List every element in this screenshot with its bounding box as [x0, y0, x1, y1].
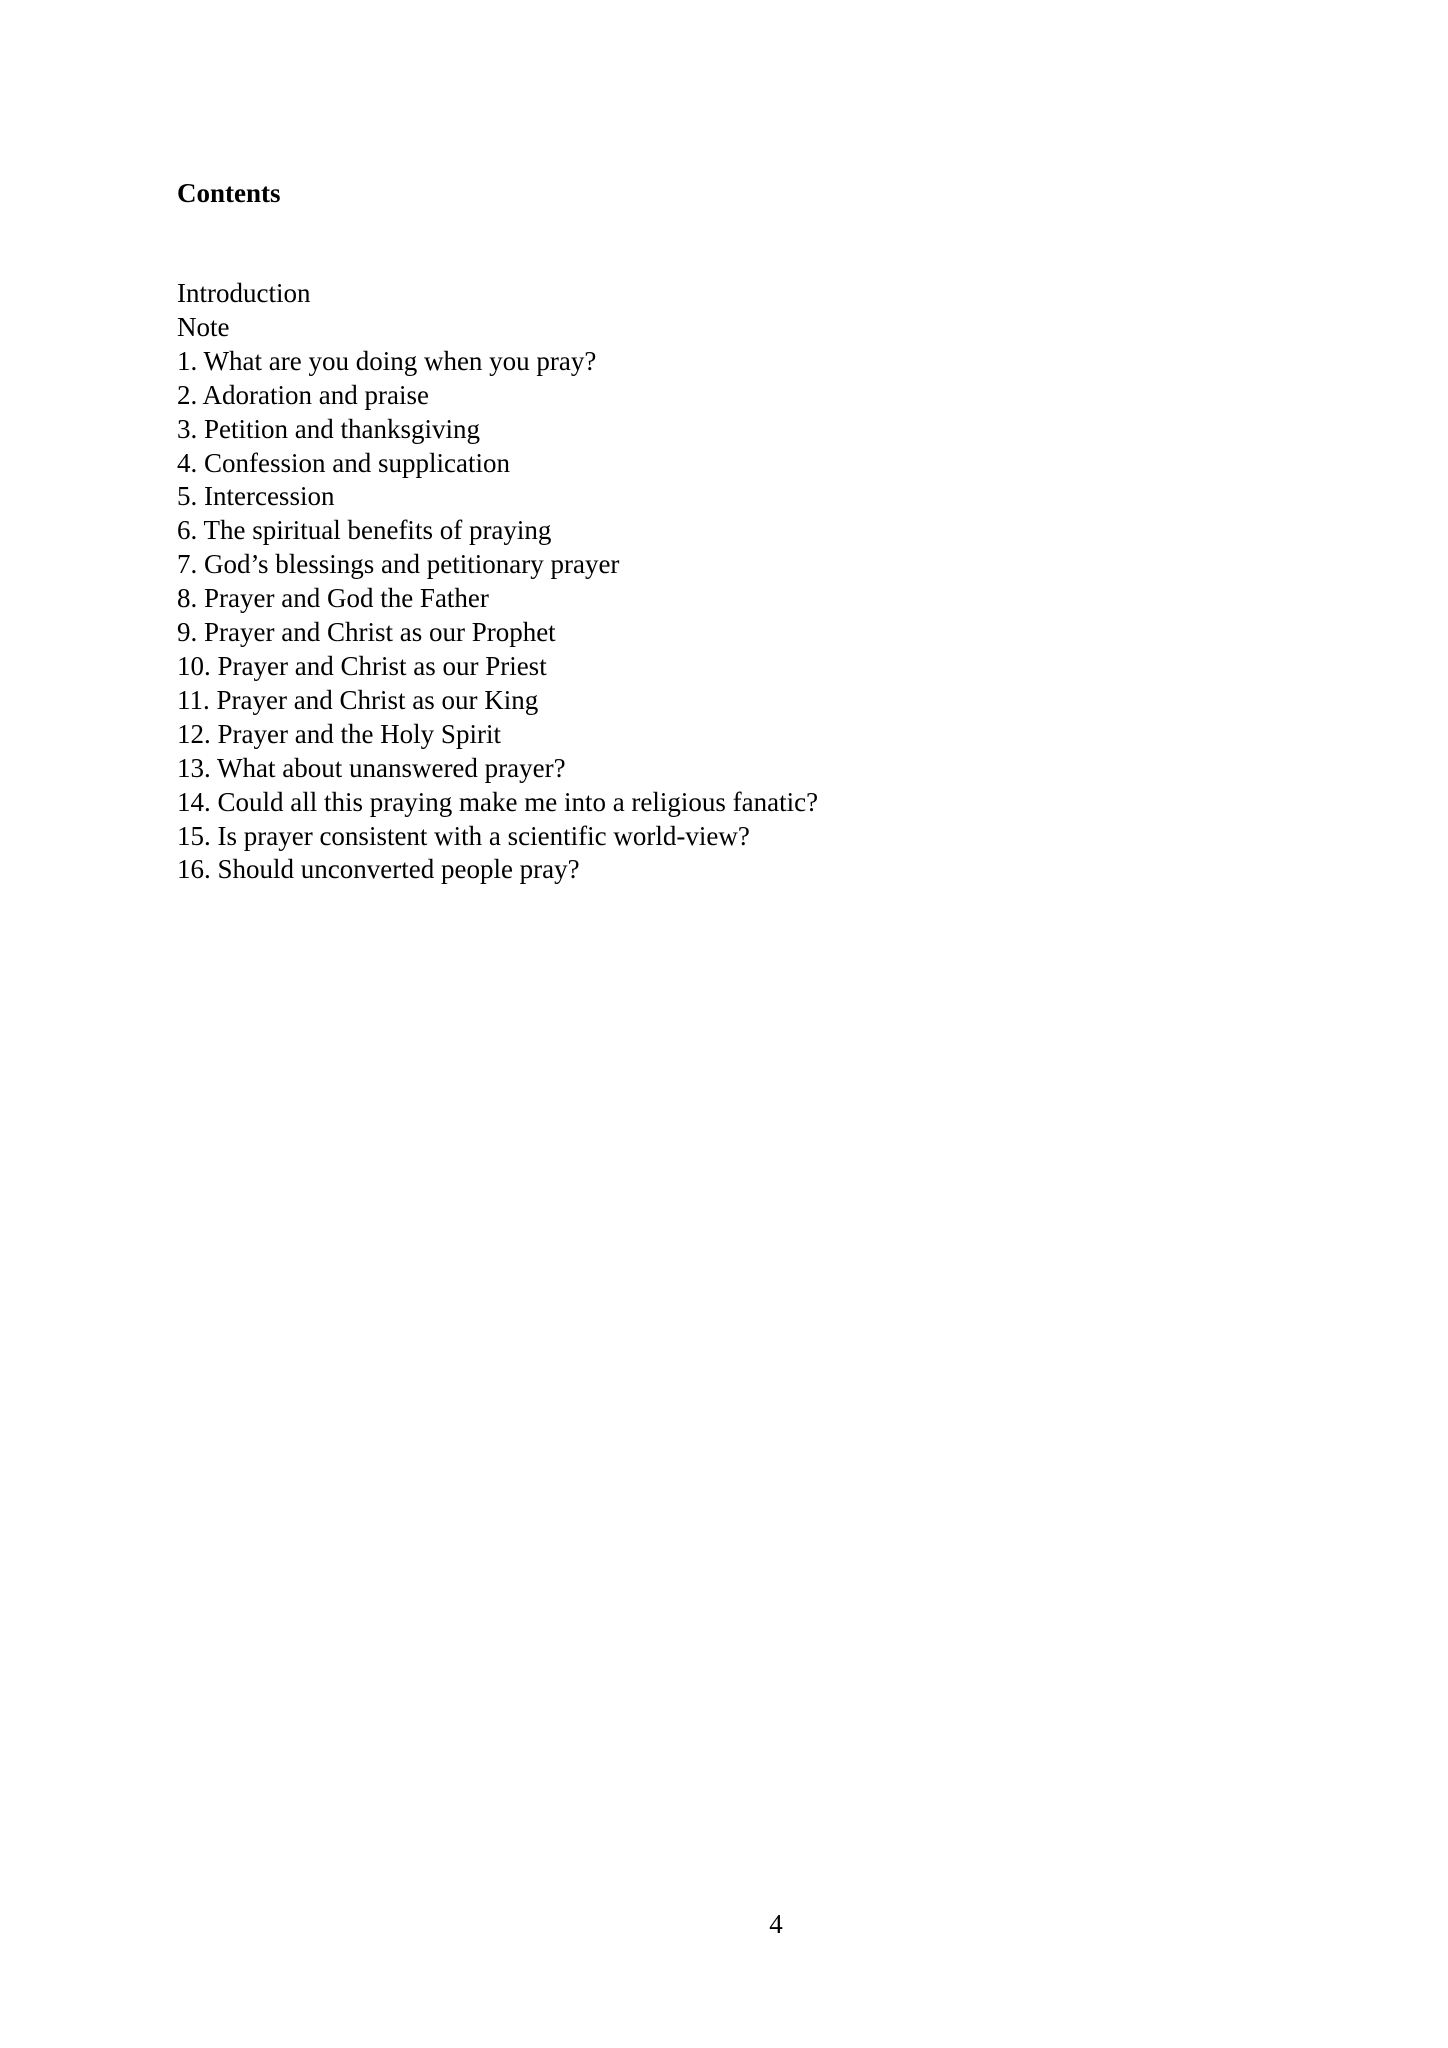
toc-item: 3. Petition and thanksgiving [177, 413, 480, 444]
toc-item: 8. Prayer and God the Father [177, 583, 489, 614]
page-number: 4 [769, 1909, 783, 1939]
toc-item: 5. Intercession [177, 481, 335, 512]
toc-item: 7. God’s blessings and petitionary prayer [177, 549, 620, 580]
contents-heading: Contents [177, 178, 281, 208]
toc-item: 4. Confession and supplication [177, 447, 510, 478]
toc-item: 12. Prayer and the Holy Spirit [177, 718, 501, 749]
toc-item: 6. The spiritual benefits of praying [177, 515, 552, 546]
table-of-contents [177, 277, 818, 887]
toc-item: 2. Adoration and praise [177, 379, 429, 410]
toc-item: 1. What are you doing when you pray? [177, 345, 597, 376]
toc-item: Note [177, 311, 230, 342]
toc-item: 13. What about unanswered prayer? [177, 752, 566, 783]
toc-item: Introduction [177, 278, 311, 308]
toc-item: 9. Prayer and Christ as our Prophet [177, 617, 556, 648]
toc-item: 11. Prayer and Christ as our King [177, 684, 539, 715]
toc-item: 14. Could all this praying make me into a religious fanatic? [177, 786, 819, 817]
toc-item: 15. Is prayer consistent with a scientific world-view? [177, 820, 750, 851]
toc-item: 10. Prayer and Christ as our Priest [177, 650, 547, 681]
toc-item: 16. Should unconverted people pray? [177, 854, 580, 885]
